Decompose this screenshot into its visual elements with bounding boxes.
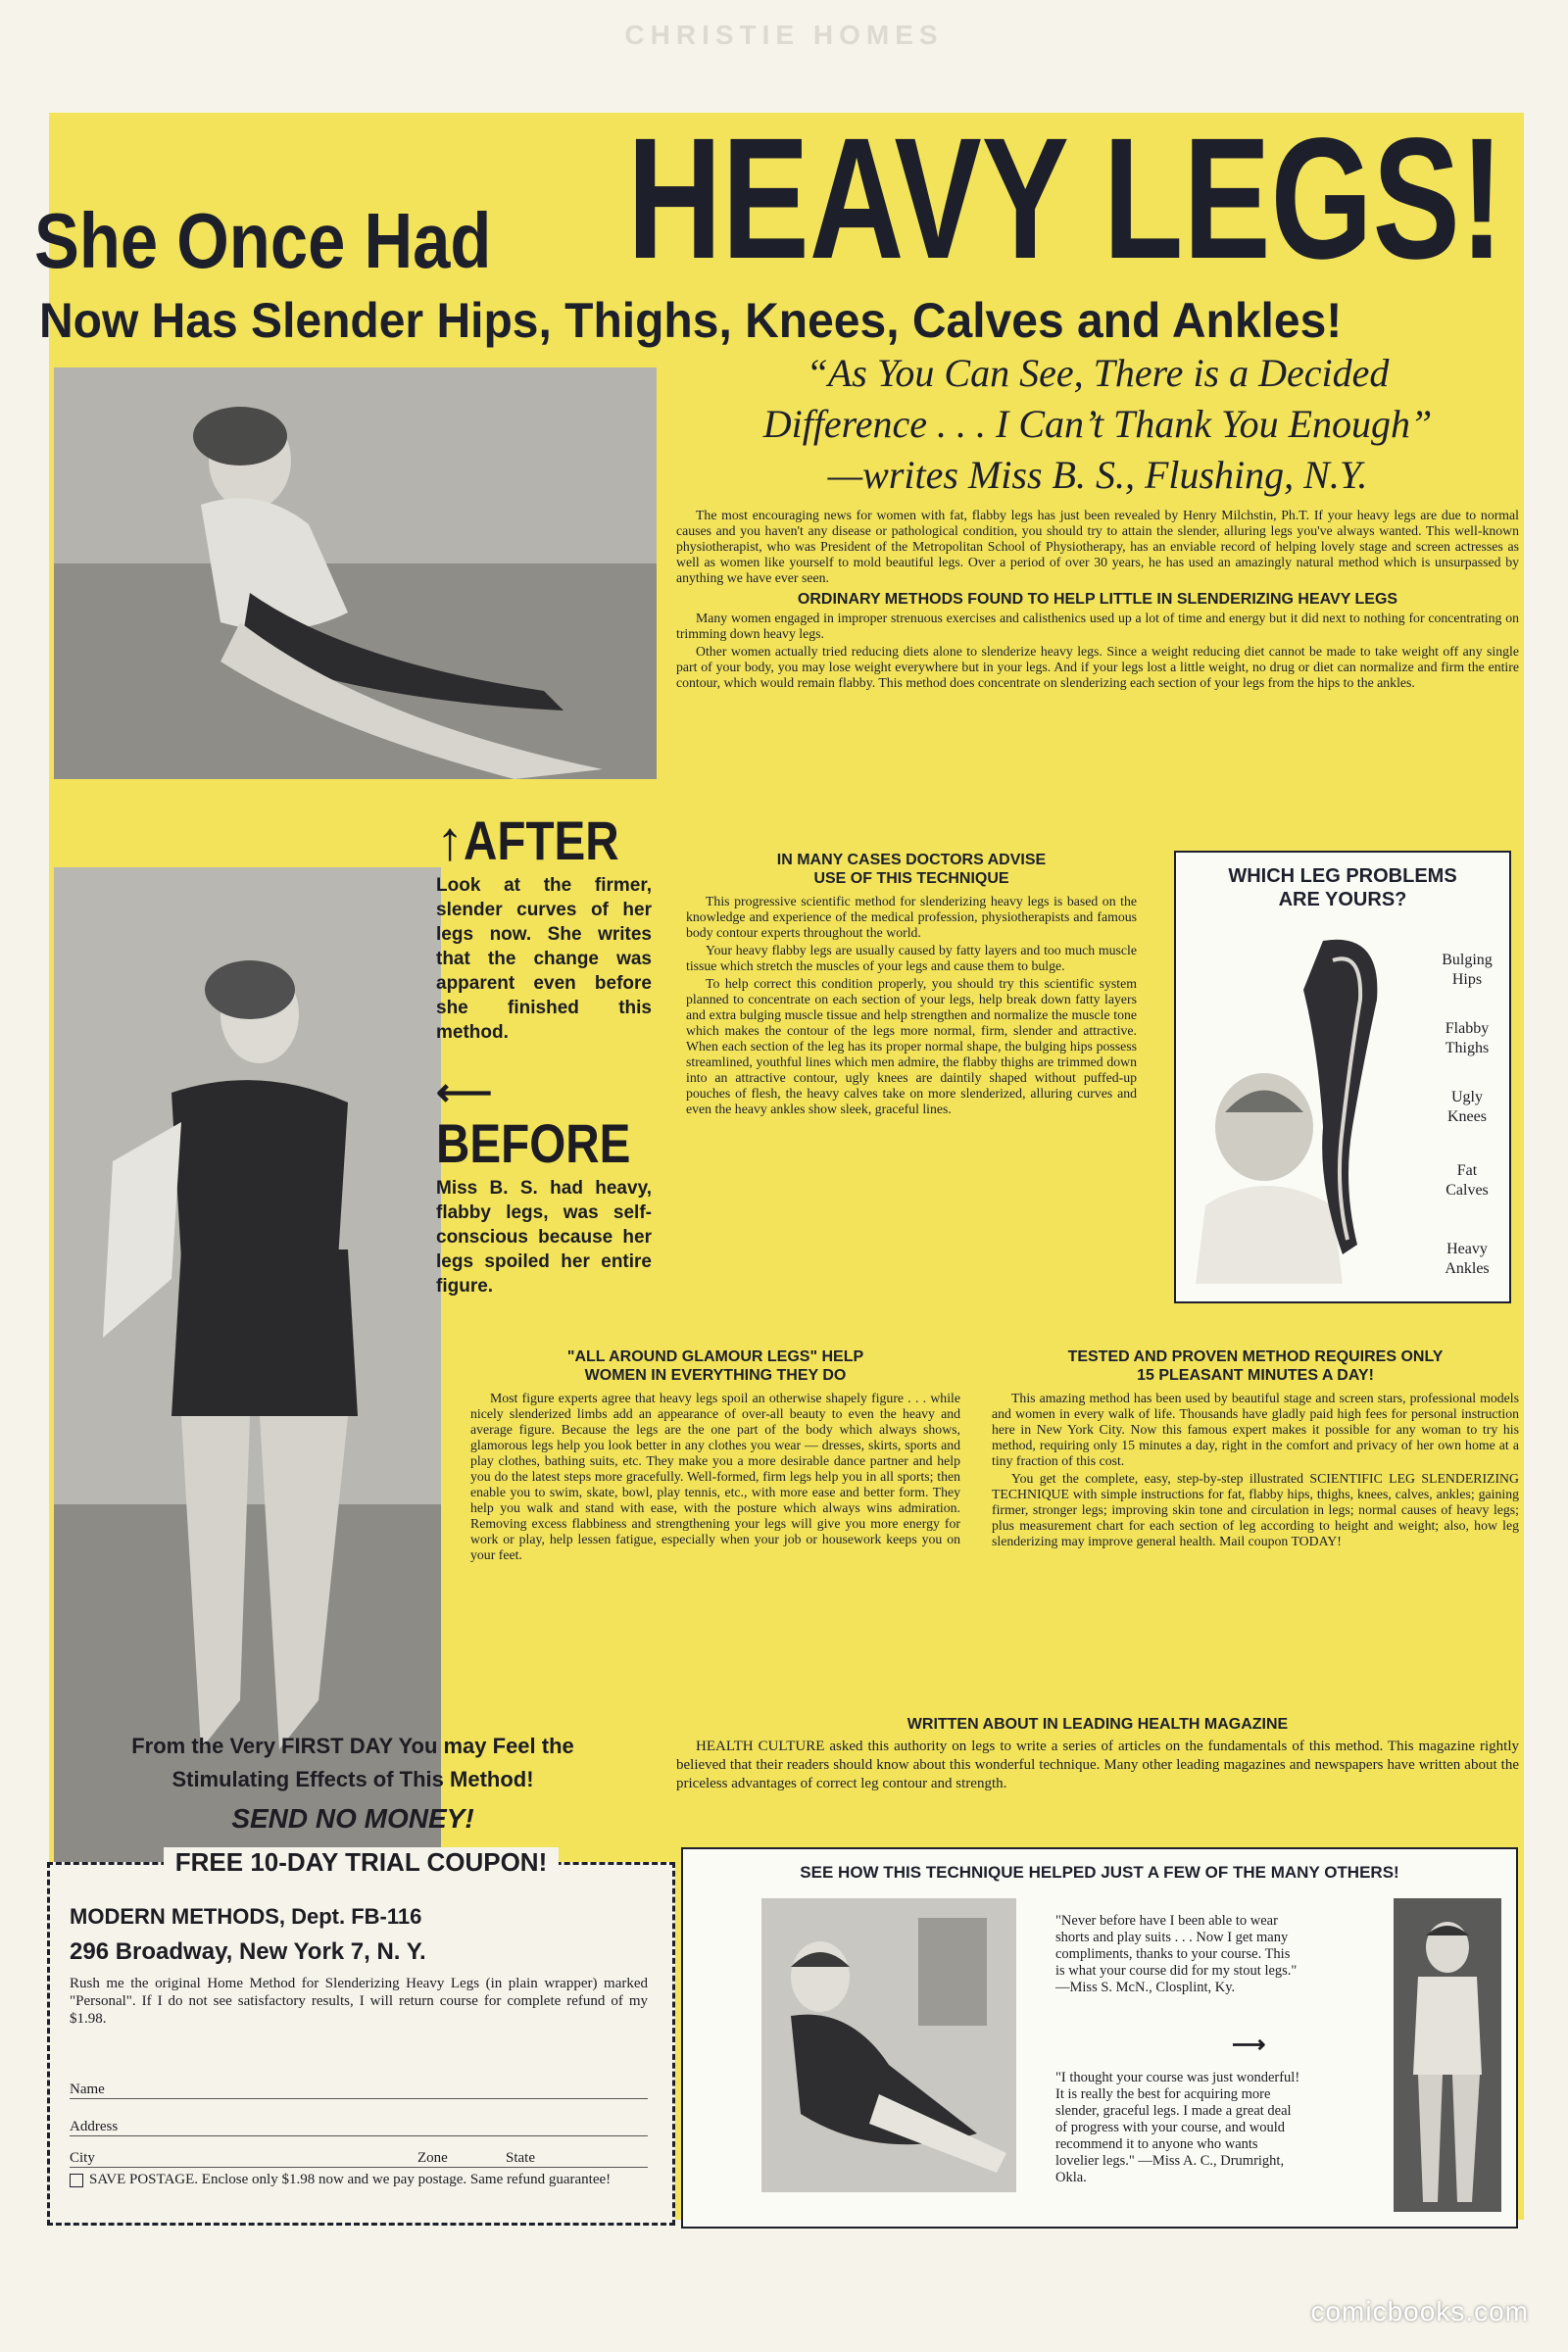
magazine-heading: WRITTEN ABOUT IN LEADING HEALTH MAGAZINE [906, 1716, 1289, 1733]
leg-item-thighs: Flabby Thighs [1445, 1020, 1490, 1056]
state-label: State [506, 2150, 535, 2166]
doctors-heading-2: USE OF THIS TECHNIQUE [813, 870, 1009, 887]
leg-item-knees: Ugly Knees [1447, 1089, 1487, 1125]
others-heading: SEE HOW THIS TECHNIQUE HELPED JUST A FEW OF THE MANY OTHERS! [800, 1863, 1399, 1882]
postage-checkbox[interactable] [70, 2174, 83, 2187]
quote-line-1: “As You Can See, There is a Decided [806, 351, 1390, 395]
ordinary-p2: Other women actually tried reducing diets alone to slenderize heavy legs. Since a weight reducing diet cannot be made to take weight off any single part of your body, you may lose weight everywhere but in your legs. And if your legs lost a little weight, no drug or diet can normalize and firm the entire contour, which would remain flabby. This method does concentrate on slenderizing each section of your legs from the hips to the ankles. [676, 644, 1519, 690]
leg-problems-box [1174, 851, 1511, 1303]
magazine-section [676, 1715, 1519, 1795]
before-block [436, 1071, 652, 1298]
name-label: Name [70, 2082, 105, 2097]
glamour-section [470, 1348, 960, 1565]
watermark: comicbooks.com [1310, 2296, 1529, 2327]
glamour-heading-1: "ALL AROUND GLAMOUR LEGS" HELP [566, 1348, 864, 1365]
coupon-address: 296 Broadway, New York 7, N. Y. [70, 1938, 426, 1965]
others-box [681, 1847, 1518, 2229]
right-arrow-icon-1: ⟶ [1232, 2032, 1266, 2058]
headline-sub: Now Has Slender Hips, Thighs, Knees, Calves and Ankles! [39, 293, 1343, 348]
doctors-p3: To help correct this condition properly, you should try this scientific system planned to concentrate on each section of your legs, help break down fatty layers and extra bulging muscle tissue and help strengthen and normalize the muscle tone which makes the contour of the legs more normal, firm, slender and attractive. When each section of the leg has its proper normal shape, the bulging hips possess streamlined, youthful lines which men admire, the flabby thighs are trimmed down into an attractive contour, ugly knees are daintily shaped without puffed-up pouches of flesh, the heavy calves take on more slenderized, alluring curves and even the heavy ankles show sleek, graceful lines. [686, 976, 1137, 1116]
man-with-leg-model-illustration [1196, 931, 1421, 1284]
send-no-money: SEND NO MONEY! [231, 1803, 474, 1834]
ordinary-heading: ORDINARY METHODS FOUND TO HELP LITTLE IN SLENDERIZING HEAVY LEGS [797, 591, 1398, 608]
tested-heading-1: TESTED AND PROVEN METHOD REQUIRES ONLY [1067, 1348, 1444, 1365]
masthead-bleed: CHRISTIE HOMES [624, 20, 944, 50]
after-title: AFTER [464, 809, 619, 871]
before-caption: Miss B. S. had heavy, flabby legs, was self-conscious because her legs spoiled her entire figure. [436, 1178, 652, 1297]
quote-line-3: —writes Miss B. S., Flushing, N.Y. [827, 453, 1368, 497]
quote-line-2: Difference . . . I Can’t Thank You Enough” [762, 402, 1433, 446]
tested-p2: You get the complete, easy, step-by-step illustrated SCIENTIFIC LEG SLENDERIZING TECHNIQUE with simple instructions for fat, flabby hips, thighs, knees, calves, ankles; gaining firmer, stronger legs; improving skin tone and circulation in legs; normal causes of heavy legs; plus measurement chart for each section of leg according to height and weight; also, how leg slenderizing may improve general health. Mail coupon TODAY! [992, 1471, 1519, 1548]
leg-item-ankles: Heavy Ankles [1445, 1241, 1490, 1277]
trial-coupon[interactable] [47, 1847, 675, 2226]
intro-section [676, 508, 1519, 693]
doctors-heading-1: IN MANY CASES DOCTORS ADVISE [776, 852, 1047, 868]
tested-heading-2: 15 PLEASANT MINUTES A DAY! [1137, 1367, 1374, 1384]
leg-item-calves: Fat Calves [1446, 1162, 1489, 1199]
coupon-postage [70, 2171, 648, 2188]
testimonial-quote [676, 348, 1519, 501]
address-label: Address [70, 2119, 119, 2134]
glamour-heading-2: WOMEN IN EVERYTHING THEY DO [584, 1367, 847, 1384]
coupon-body: Rush me the original Home Method for Slenderizing Heavy Legs (in plain wrapper) marked "Personal". If I do not see satisfactory results, I will return course for complete refund of my $1.98. [70, 1976, 648, 2027]
testimonial-2: "I thought your course was just wonderful! It is really the best for acquiring more slender, graceful legs. I made a great deal of progress with your course, and would recommend it to anyone who wants lovelier legs." —Miss A. C., Drumright, Okla. [1055, 2070, 1300, 2185]
headline-small: She Once Had [34, 197, 492, 284]
testimonial-photo-2 [1394, 1898, 1501, 2212]
tested-p1: This amazing method has been used by beautiful stage and screen stars, professional models and women in every walk of life. Thousands have gladly paid high fees for personal instruction here in New York City. Now this famous expert makes it possible for any woman to try his method, requiring only 15 minutes a day, right in the comfort and privacy of her own home at a tiny fraction of this cost. [992, 1391, 1519, 1468]
doctors-p1: This progressive scientific method for slenderizing heavy legs is based on the knowledge and experience of the medical profession, physiotherapists and famous body contour experts throughout the world. [686, 894, 1137, 940]
coupon-company: MODERN METHODS, Dept. FB-116 [70, 1904, 422, 1929]
zone-label: Zone [417, 2150, 448, 2166]
testimonial-1: "Never before have I been able to wear shorts and play suits . . . Now I get many compliments, thanks to your course. This is what your course did for my stout legs." —Miss S. McN., Closplint, Ky. [1055, 1913, 1298, 1995]
first-day-line-1: From the Very FIRST DAY You may Feel the [131, 1734, 574, 1758]
doctors-section [686, 851, 1137, 1119]
leg-problems-title-2: ARE YOURS? [1278, 889, 1407, 910]
before-title: BEFORE [436, 1112, 631, 1174]
intro-paragraph: The most encouraging news for women with fat, flabby legs has just been revealed by Henry Milchstin, Ph.T. If your heavy legs are due to normal causes and you haven't any disease or pathological condition, you should try to attain the slender, alluring legs you've always wanted. This well-known physiotherapist, who was President of the Metropolitan School of Physiotherapy, has an enviable record of helping lovely stage and screen actresses as well as women like yourself to mold beautiful legs. Over a period of over 30 years, he has used an amazingly natural method which is unsurpassed by anything we have ever seen. [676, 508, 1519, 585]
headline-big: HEAVY LEGS! [627, 103, 1504, 295]
coupon-name-field[interactable] [70, 2081, 648, 2099]
before-photo [54, 867, 441, 1867]
after-block [436, 808, 652, 1045]
magazine-p1: HEALTH CULTURE asked this authority on legs to write a series of articles on the fundamentals of this method. This magazine rightly believed that their readers should know about this wonderful technique. Many other leading magazines and newspapers have written about the priceless advantages of correct leg contour and strength. [676, 1739, 1519, 1791]
testimonial-photo-1 [761, 1898, 1016, 2192]
glamour-p1: Most figure experts agree that heavy legs spoil an otherwise shapely figure . . . while nicely slenderized limbs add an appearance of over-all beauty to even the heavy and average figure. Because the legs are the one part of the body which always shows, glamorous legs help you look better in any clothes you wear — dresses, skirts, sports and play clothes, bathing suits, etc. They make you a more desirable dance partner and help you do the latest steps more gracefully. Well-formed, firm legs help you in all sports; then enable you to swim, skate, bowl, play tennis, etc., with more ease and better form. They help you walk and stand with ease, with the posture which always wins admiration. Removing excess flabbiness and strengthening your legs will give you more energy for work or play, help lessen fatigue, especially when your job or housework keeps you on your feet. [470, 1391, 960, 1562]
up-arrow-icon: ↑ [436, 809, 464, 871]
first-day-block [39, 1730, 666, 1841]
after-photo [54, 368, 657, 779]
coupon-city-row[interactable] [70, 2149, 648, 2168]
city-label: City [70, 2150, 95, 2166]
first-day-line-2: Stimulating Effects of This Method! [172, 1767, 534, 1791]
postage-text: SAVE POSTAGE. Enclose only $1.98 now and we pay postage. Same refund guarantee! [89, 2172, 612, 2187]
doctors-p2: Your heavy flabby legs are usually caused by fatty layers and too much muscle tissue which stretch the muscles of your legs and cause them to bulge. [686, 943, 1137, 973]
after-caption: Look at the firmer, slender curves of her legs now. She writes that the change was apparent even before she finished this method. [436, 875, 652, 1043]
tested-section [992, 1348, 1519, 1551]
leg-item-hips: Bulging Hips [1442, 952, 1493, 988]
leg-problems-title-1: WHICH LEG PROBLEMS [1228, 865, 1457, 887]
coupon-title: FREE 10-DAY TRIAL COUPON! [164, 1847, 559, 1877]
ordinary-p1: Many women engaged in improper strenuous exercises and calisthenics used up a lot of time and energy but it did next to nothing for concentrating on trimming down heavy legs. [676, 611, 1519, 641]
left-arrow-icon: ⟵ [436, 1071, 493, 1114]
coupon-address-field[interactable] [70, 2118, 648, 2136]
